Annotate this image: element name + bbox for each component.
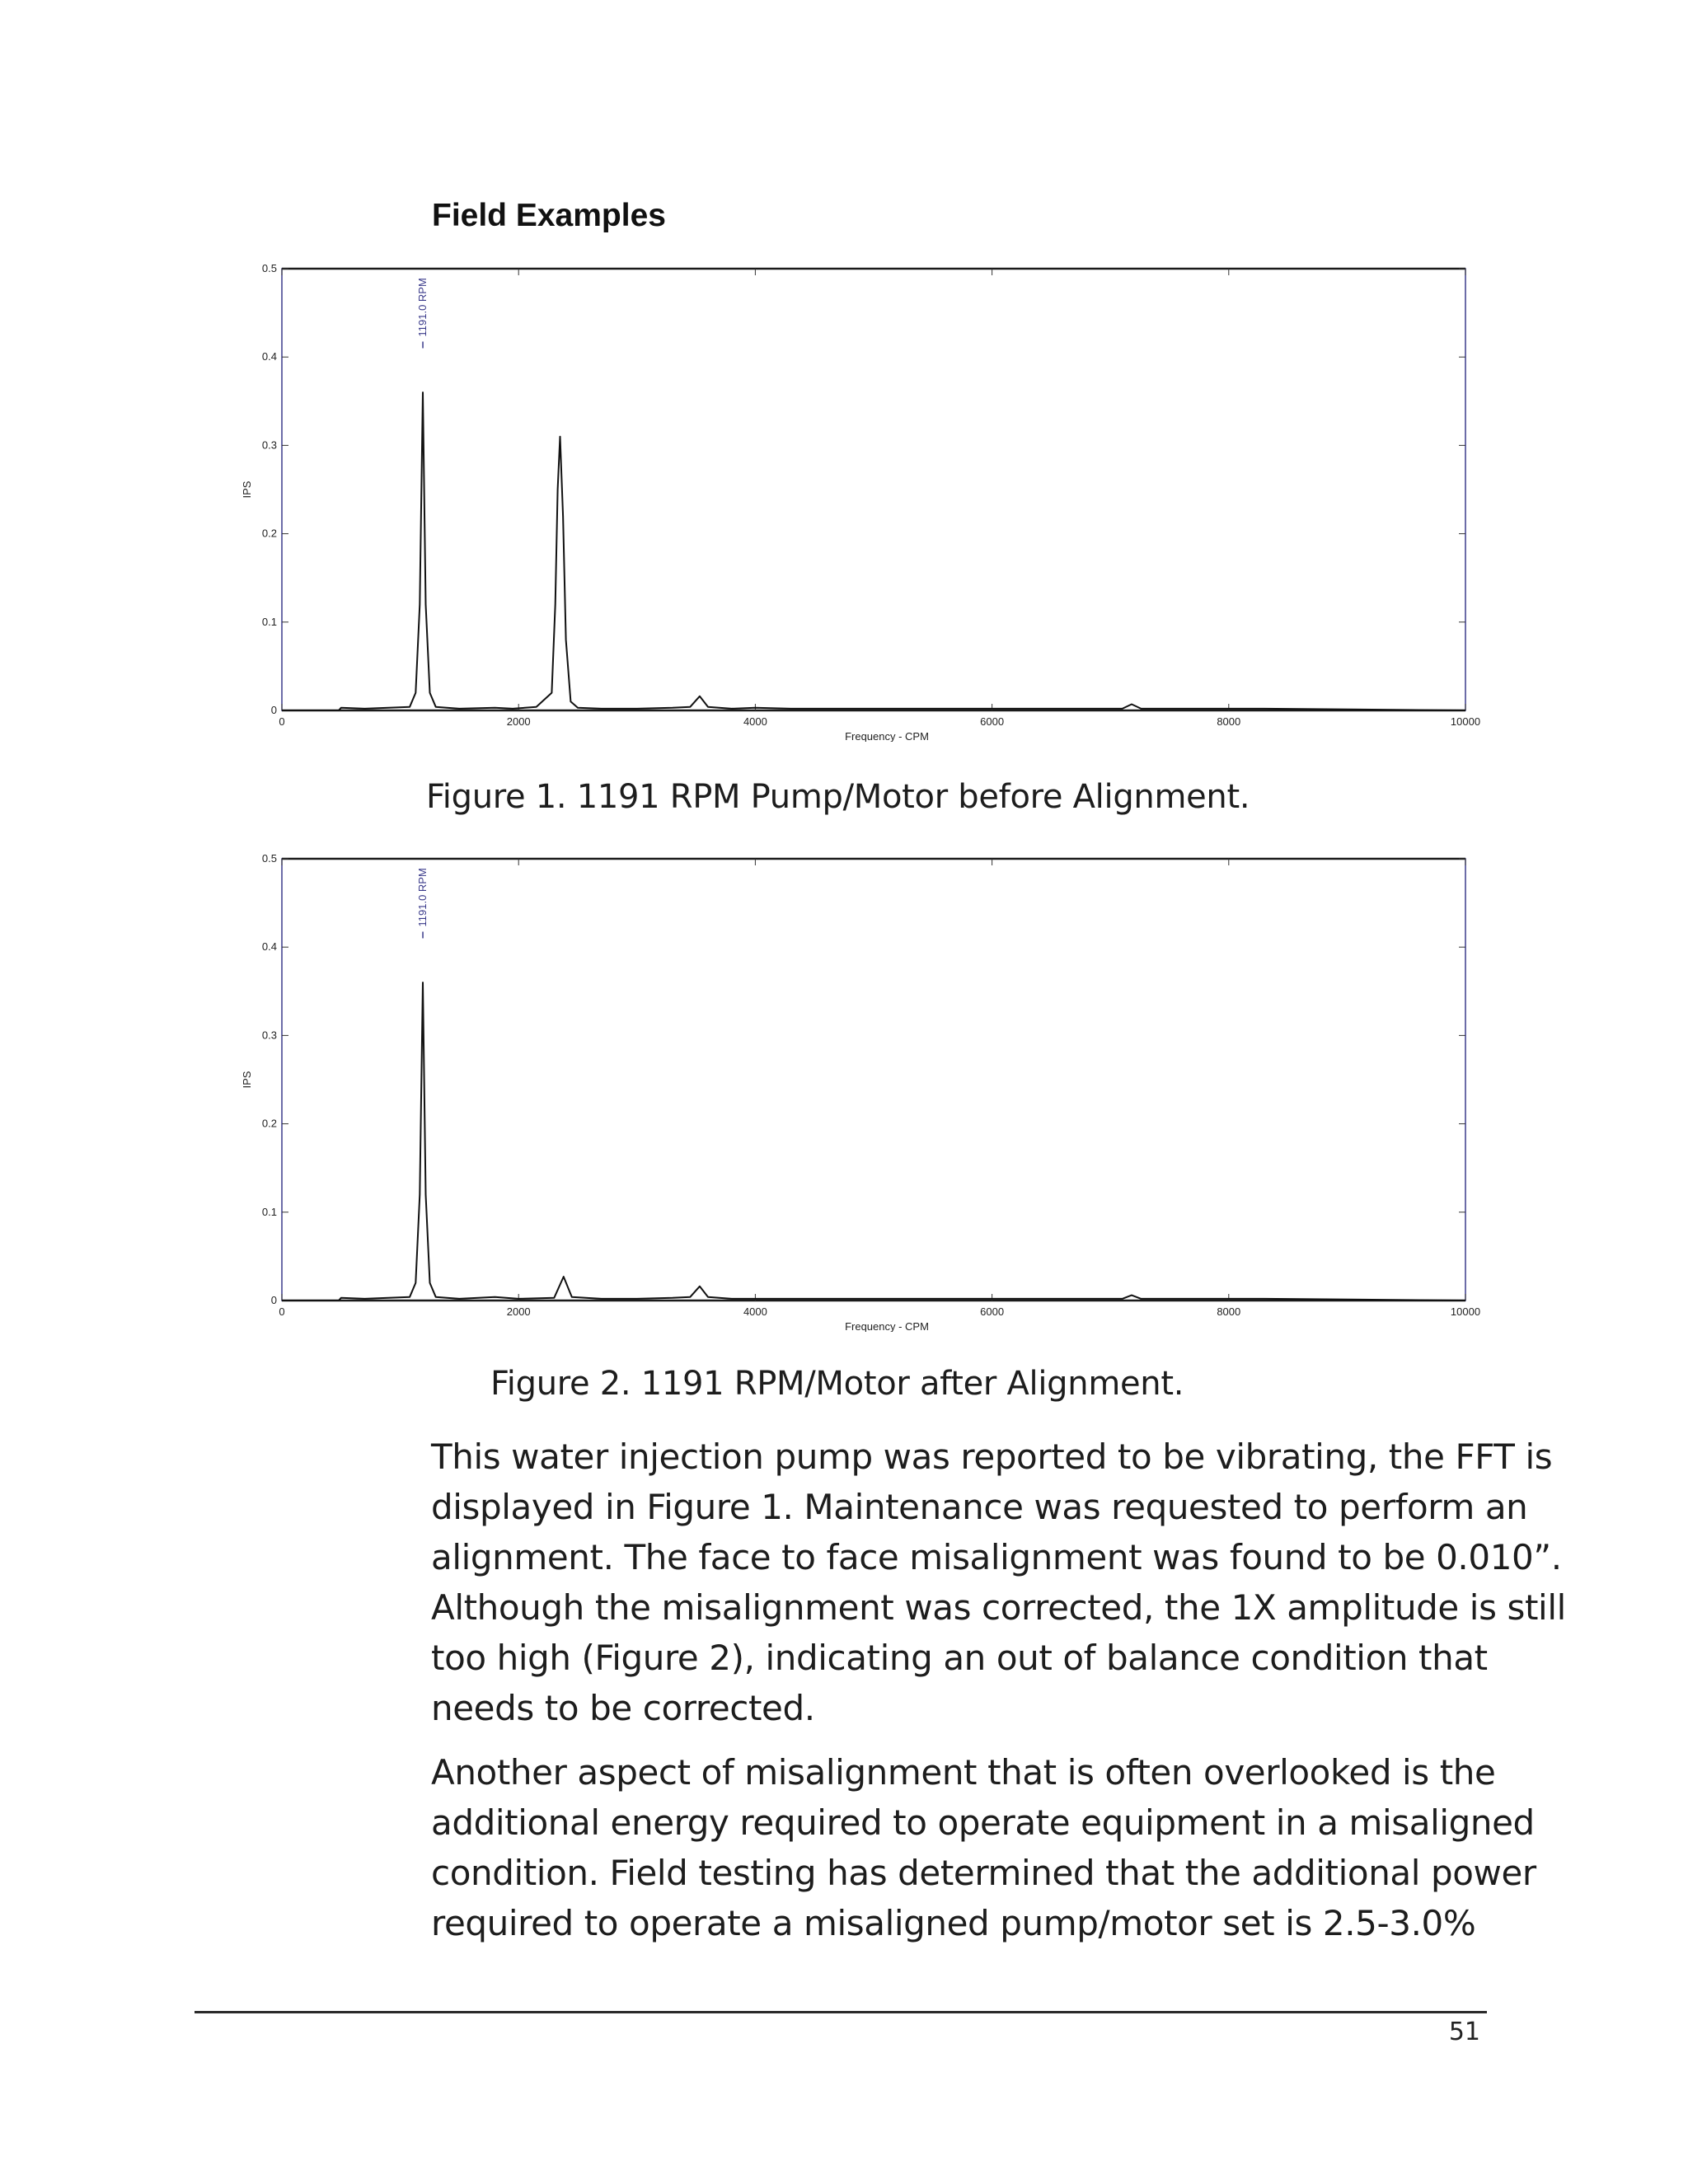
y-tick-label: 0.5 xyxy=(261,262,277,274)
x-axis-label: Frequency - CPM xyxy=(845,730,929,742)
figure-1-plot xyxy=(231,247,1500,742)
page-number: 51 xyxy=(1448,2018,1480,2046)
x-tick-label: 2000 xyxy=(506,715,531,728)
y-tick-label: 0.2 xyxy=(261,527,277,540)
x-tick-label: 10000 xyxy=(1450,715,1481,728)
y-axis-label: IPS xyxy=(241,1071,253,1089)
y-tick-label: 0.3 xyxy=(261,438,277,452)
y-tick-label: 0.4 xyxy=(261,940,277,954)
x-tick-label: 4000 xyxy=(743,715,767,728)
x-tick-label: 8000 xyxy=(1217,1305,1241,1318)
y-tick-label: 0.5 xyxy=(261,852,277,865)
paragraph-line: needs to be corrected. xyxy=(431,1688,815,1728)
y-tick-label: 0.1 xyxy=(261,1205,277,1218)
series-line-0 xyxy=(282,392,1465,710)
x-axis-label: Frequency - CPM xyxy=(845,1320,929,1332)
plot-frame xyxy=(282,269,1465,710)
paragraph-line: condition. Field testing has determined that the additional power xyxy=(431,1853,1536,1893)
section-heading: Field Examples xyxy=(432,198,666,233)
paragraph-line: too high (Figure 2), indicating an out of balance condition that xyxy=(431,1638,1488,1678)
figure-1-caption: Figure 1. 1191 RPM Pump/Motor before Alignment. xyxy=(426,778,1250,816)
paragraph-2 xyxy=(431,1747,1536,1948)
figure-2-plot xyxy=(231,837,1500,1332)
x-tick-label: 8000 xyxy=(1217,715,1241,728)
paragraph-line: This water injection pump was reported to be vibrating, the FFT is xyxy=(431,1436,1553,1477)
paragraph-line: displayed in Figure 1. Maintenance was requested to perform an xyxy=(431,1487,1528,1527)
x-tick-label: 6000 xyxy=(980,715,1005,728)
peak-annotation: 1191.0 RPM xyxy=(416,868,429,927)
figure-2-chart xyxy=(231,837,1500,1332)
plot-frame xyxy=(282,859,1465,1301)
paragraph-line: required to operate a misaligned pump/motor set is 2.5-3.0% xyxy=(431,1903,1476,1943)
x-tick-label: 6000 xyxy=(980,1305,1005,1318)
y-tick-label: 0.3 xyxy=(261,1029,277,1042)
x-tick-label: 0 xyxy=(279,715,285,728)
peak-annotation: 1191.0 RPM xyxy=(416,278,429,337)
y-tick-label: 0 xyxy=(270,704,277,716)
y-tick-label: 0.2 xyxy=(261,1117,277,1130)
x-tick-label: 4000 xyxy=(743,1305,767,1318)
paragraph-line: Another aspect of misalignment that is often overlooked is the xyxy=(431,1752,1496,1793)
paragraph-line: additional energy required to operate equipment in a misaligned xyxy=(431,1802,1535,1843)
paragraph-1 xyxy=(431,1432,1566,1733)
x-tick-label: 2000 xyxy=(506,1305,531,1318)
paragraph-line: alignment. The face to face misalignment was found to be 0.010”. xyxy=(431,1537,1562,1577)
series-line-0 xyxy=(282,982,1465,1301)
x-tick-label: 0 xyxy=(279,1305,285,1318)
figure-2-caption: Figure 2. 1191 RPM/Motor after Alignment. xyxy=(490,1365,1184,1403)
paragraph-line: Although the misalignment was corrected, the 1X amplitude is still xyxy=(431,1587,1566,1628)
y-axis-label: IPS xyxy=(241,480,253,499)
y-tick-label: 0.1 xyxy=(261,615,277,628)
x-tick-label: 10000 xyxy=(1450,1305,1481,1318)
figure-1-chart xyxy=(231,247,1500,742)
y-tick-label: 0.4 xyxy=(261,350,277,363)
footer-rule xyxy=(195,2011,1487,2013)
y-tick-label: 0 xyxy=(270,1294,277,1306)
